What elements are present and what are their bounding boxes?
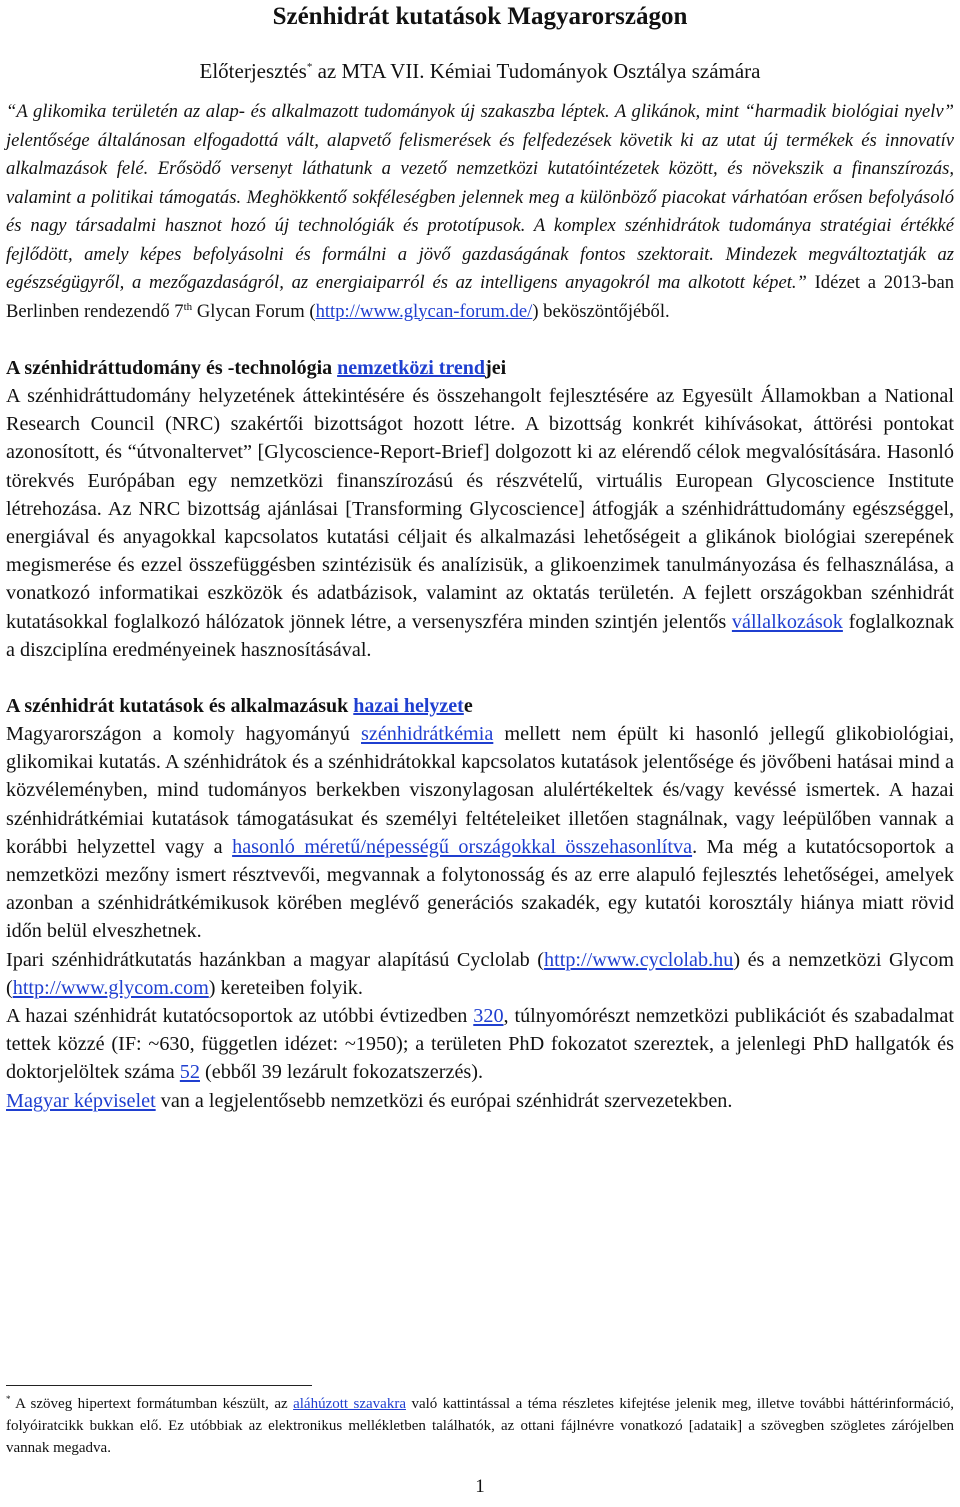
- text-run: A szénhidráttudomány helyzetének áttekintésére és összehangolt fejlesztésére az Egyesült Államokban a National Research Council (NRC) szakértői bizottságot hozott létre. A bizottság konkrét kihívásokat, áttörési pontokat azonosított, és “útvonaltervet” [Glycoscience-Report-Brief] dolgozott ki az elérendő célok megvalósítására. Hasonló törekvés Európában egy nemzetközi finanszírozású és részvételű, virtuális European Glycoscience Institute létrehozása. Az NRC bizottság ajánlásai [Transforming Glycoscience] átfogják a szénhidráttudomány egészséggel, energiával és anyagokkal kapcsolatos kutatási céljait és alkalmazási lehetőségeit a glikánok biológiai szerepének megismerése és ezzel összefüggésben szintézisük és analízisük, a glikoenzimek tanulmányozása és felhasználása, a vonatkozó informatikai eszközök és adatbázisok, valamint az oktatás területén. A fejlett országokban szénhidrát kutatásokkal foglalkozó hálózatok jönnek létre, a versenyszféra minden szintjén jelentős: [6, 385, 954, 633]
- inline-link[interactable]: 52: [179, 1061, 200, 1084]
- inline-link[interactable]: vállalkozások: [731, 610, 843, 633]
- text-run: A szöveg hipertext formátumban készült, az: [10, 1396, 294, 1412]
- glycan-forum-link[interactable]: http://www.glycan-forum.de/: [315, 300, 533, 322]
- intro-quote: [6, 98, 954, 326]
- text-run: A szénhidrát kutatások és alkalmazásuk: [6, 695, 354, 718]
- text-run: A szénhidráttudomány és -technológia: [6, 357, 338, 379]
- inline-link[interactable]: hazai helyzet: [353, 695, 464, 718]
- section-heading-domestic: [6, 692, 954, 720]
- inline-link[interactable]: aláhúzott szavakra: [293, 1396, 406, 1412]
- intro-quote-text: “A glikomika területén az alap- és alkalmazott tudományok új szakaszba léptek. A glikánok, mint “harmadik biológiai nyelv” jelentősége általánosan elfogadottá vált, alapvető felismerések és felfedezések követik ki az utat új termékek és innovatív alkalmazások felé. Erősödő versenyt láthatunk a vezető nemzetközi kutatóintézetek között, és növekszik a finanszírozás, valamint a politikai támogatás. Meghökkentő sokféleségben jelennek meg a különböző piacokat várhatóan erősen befolyásoló és nagy társadalmi hasznot hozó új technológiák és prototípusok. A komplex szénhidrátok tudománya stratégiai értékké fejlődött, amely képes befolyásolni és formálni a jövő gazdaságának fontos szektorait. Mindezek megváltoztatják az egészségügyről, a mezőgazdaságról, az energiaiparról és az intelligens anyagokról ma alkotott képet.”: [6, 101, 954, 293]
- inline-link[interactable]: 320: [473, 1005, 504, 1028]
- text-run: . Ma még a kutatócsoportok a nemzetközi mezőny ismert résztvevői, megvannak a folytonosság és az erre alapuló fejlesztés lehetőségei, amelyek azonban a szénhidrátkémikusok körében meglévő generációs szakadék, egy kutatói korosztály hiánya miatt rövid időn belül elveszhetnek.: [6, 835, 954, 943]
- text-run: e: [463, 695, 473, 718]
- inline-link[interactable]: Magyar képviselet: [6, 1089, 156, 1112]
- section-paragraph: [6, 382, 954, 664]
- inline-link[interactable]: nemzetközi trend: [337, 357, 486, 379]
- footnote: [6, 1393, 954, 1459]
- document-page: [6, 0, 954, 1497]
- section-paragraph: [6, 720, 954, 946]
- text-run: jei: [485, 357, 507, 379]
- section-paragraph: [6, 1002, 954, 1087]
- inline-link[interactable]: http://www.cyclolab.hu: [544, 948, 734, 971]
- intro-source-text-2: Glycan Forum (: [192, 300, 316, 322]
- footnote-text: [6, 1396, 954, 1456]
- text-run: (ebből 39 lezárult fokozatszerzés).: [199, 1061, 484, 1084]
- section-paragraph: [6, 1087, 954, 1115]
- text-run: Ipari szénhidrátkutatás hazánkban a magyar alapítású Cyclolab (: [6, 948, 545, 971]
- text-run: ) és a nemzetközi Glycom (: [6, 948, 954, 999]
- text-run: A hazai szénhidrát kutatócsoportok az utóbbi évtizedben: [6, 1005, 474, 1028]
- footnote-marker: *: [306, 61, 313, 73]
- inline-link[interactable]: http://www.glycom.com: [12, 976, 209, 999]
- text-run: van a legjelentősebb nemzetközi és európai szénhidrát szervezetekben.: [155, 1089, 733, 1112]
- text-run: , túlnyomórészt nemzetközi publikációt és szabadalmat tettek közzé (IF: ~630, független idézet: ~1950); a területen PhD fokozatot szereztek, a jelenlegi PhD hallgatók és doktorjelöltek száma: [6, 1005, 954, 1084]
- text-run: Magyarországon a komoly hagyományú: [6, 723, 362, 746]
- text-run: való kattintással a téma részletes kifejtése jelenik meg, illetve további háttérinformáció, folyóiratcikk bukkan elő. Ez utóbbiak az elektronikus mellékletben találhatók, az ottani fájlnévre vonatkozó [adataik] a szövegben szögletes zárójelben vannak megadva.: [6, 1396, 954, 1456]
- subtitle: [6, 58, 954, 84]
- inline-link[interactable]: szénhidrátkémia: [361, 723, 494, 746]
- page-number: 1: [475, 1476, 485, 1497]
- footnote-divider: [6, 1385, 312, 1386]
- text-run: mellett nem épült ki hasonló jellegű glikobiológiai, glikomikai kutatás. A szénhidrátok és a szénhidrátokkal kapcsolatos kutatások jelentősége és jövőbeni hatásai mind a közvéleményben, mind tudományos berkekben viszonylagosan alulértékeltek és/vagy kevéssé ismertek. A hazai szénhidrátkémiai kutatások támogatásukat és személyi feltételeiket illetően stagnálnak, vagy leépülőben vannak a korábbi helyzettel vagy a: [6, 723, 954, 858]
- intro-source-end: ) beköszöntőjéből.: [532, 300, 670, 322]
- intro-source-text: Idézet a 2013-ban Berlinben rendezendő 7: [6, 272, 954, 322]
- page-title: Szénhidrát kutatások Magyarországon: [272, 3, 688, 30]
- text-run: foglalkoznak a diszciplína eredményeinek hasznosításával.: [6, 610, 954, 661]
- text-run: ) kereteiben folyik.: [208, 976, 363, 999]
- intro-source-sup: th: [183, 300, 193, 313]
- inline-link[interactable]: hasonló méretű/népességű országokkal összehasonlítva: [232, 835, 693, 858]
- section-heading-international: [6, 354, 954, 382]
- section-paragraph: [6, 946, 954, 1002]
- subtitle-rest: az MTA VII. Kémiai Tudományok Osztálya számára: [312, 59, 761, 83]
- footnote-marker: *: [6, 1394, 11, 1404]
- subtitle-text: Előterjesztés: [199, 59, 307, 83]
